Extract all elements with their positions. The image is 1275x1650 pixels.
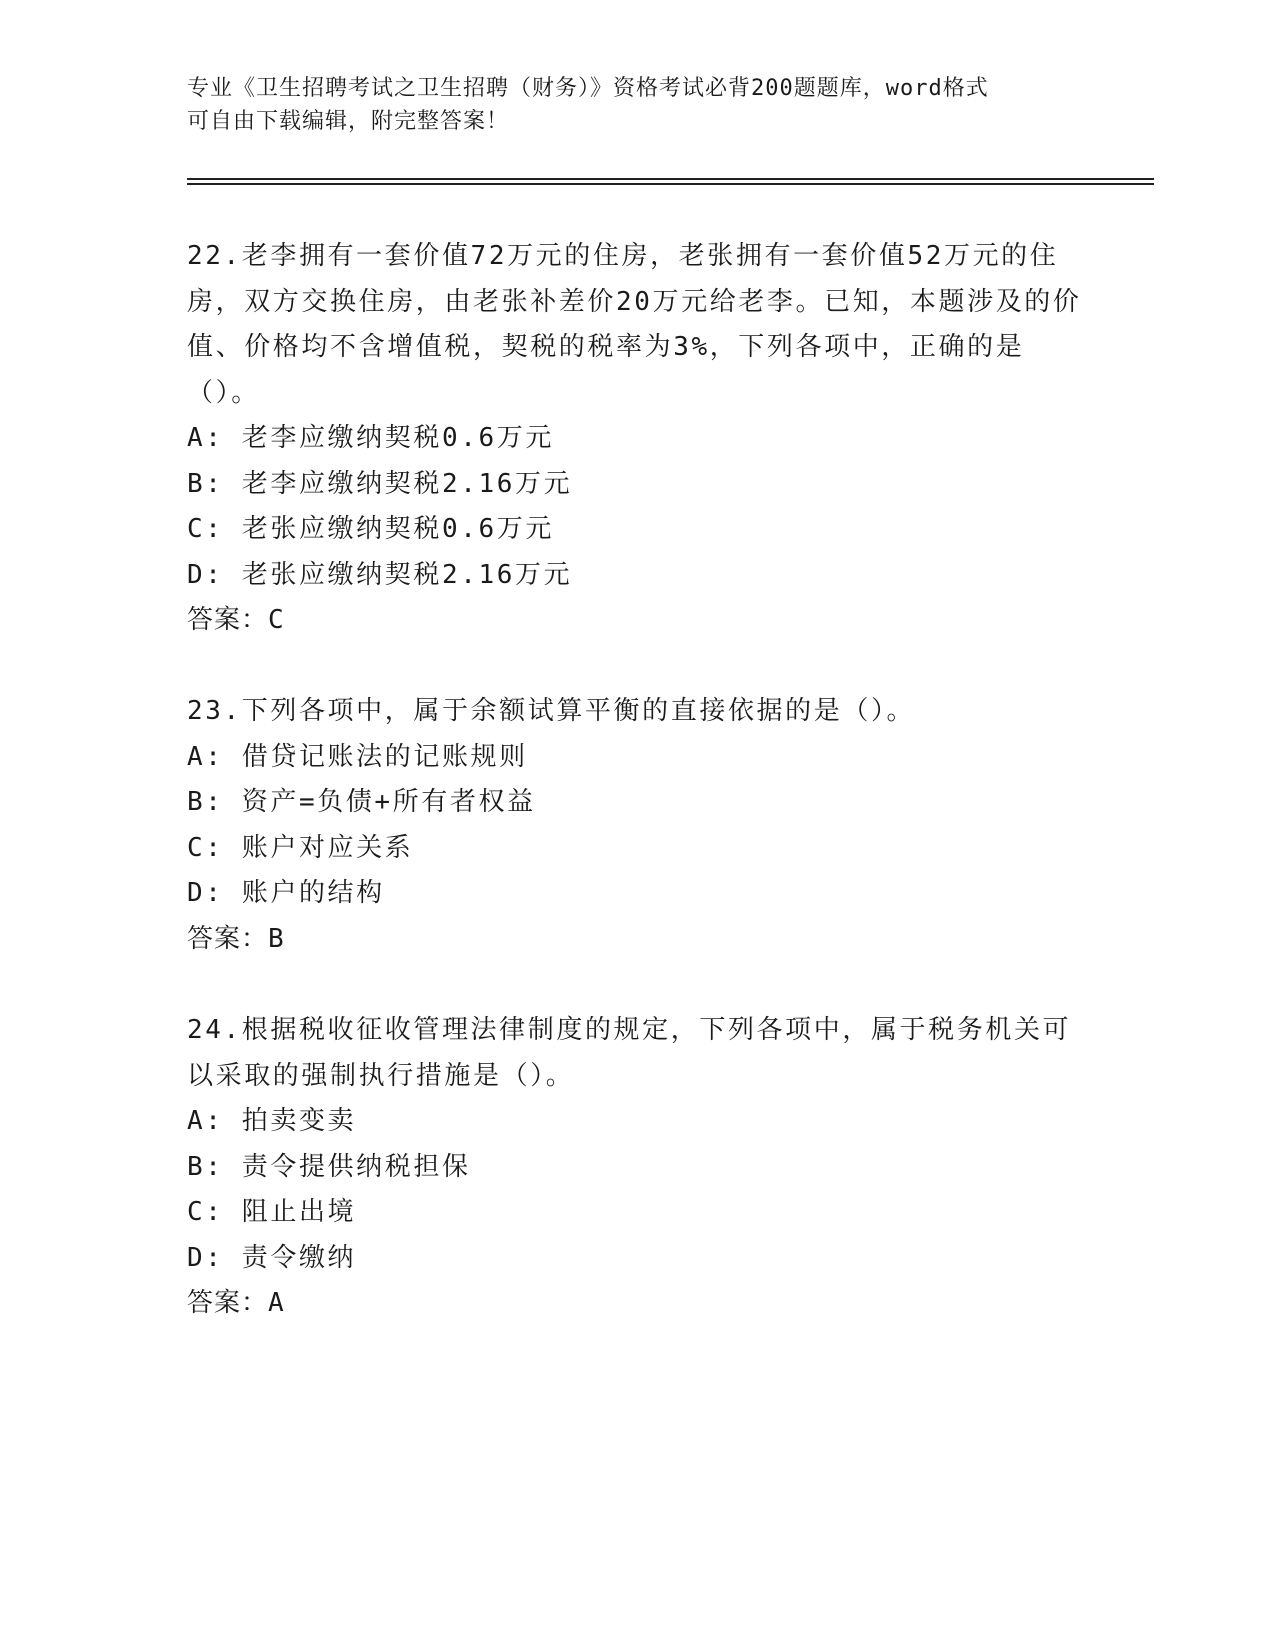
document-header — [187, 72, 1087, 138]
option-d: D: 老张应缴纳契税2.16万元 — [187, 559, 573, 590]
question-text: 22.老李拥有一套价值72万元的住房，老张拥有一套价值52万元的住房，双方交换住房，由老张补差价20万元给老李。已知，本题涉及的价值、价格均不含增值税，契税的税率为3%，下列各项中，正确的是（）。 — [187, 241, 1082, 408]
question-24 — [187, 1008, 1087, 1327]
option-b: B: 老李应缴纳契税2.16万元 — [187, 468, 573, 499]
option-b: B: 资产=负债+所有者权益 — [187, 787, 536, 817]
option-b: B: 责令提供纳税担保 — [187, 1151, 471, 1182]
option-d: D: 账户的结构 — [187, 878, 385, 908]
option-c: C: 老张应缴纳契税0.6万元 — [187, 514, 554, 544]
answer-line: 答案：A — [187, 1288, 285, 1318]
answer-line: 答案：B — [187, 923, 285, 954]
option-c: C: 阻止出境 — [187, 1197, 357, 1227]
option-a: A: 老李应缴纳契税0.6万元 — [187, 423, 554, 453]
question-22 — [187, 234, 1087, 644]
question-text: 24.根据税收征收管理法律制度的规定，下列各项中，属于税务机关可以采取的强制执行措施是（）。 — [187, 1015, 1072, 1091]
header-line-1: 专业《卫生招聘考试之卫生招聘（财务）》资格考试必背200题题库，word格式 — [187, 76, 989, 101]
option-a: A: 拍卖变卖 — [187, 1106, 357, 1136]
question-23 — [187, 689, 1087, 962]
option-d: D: 责令缴纳 — [187, 1242, 357, 1273]
answer-line: 答案：C — [187, 605, 285, 635]
option-a: A: 借贷记账法的记账规则 — [187, 741, 528, 772]
option-c: C: 账户对应关系 — [187, 832, 414, 863]
header-divider-top — [187, 178, 1154, 180]
header-line-2: 可自由下载编辑，附完整答案！ — [187, 109, 510, 134]
question-text: 23.下列各项中，属于余额试算平衡的直接依据的是（）。 — [187, 696, 916, 726]
header-divider-bottom — [187, 183, 1154, 185]
